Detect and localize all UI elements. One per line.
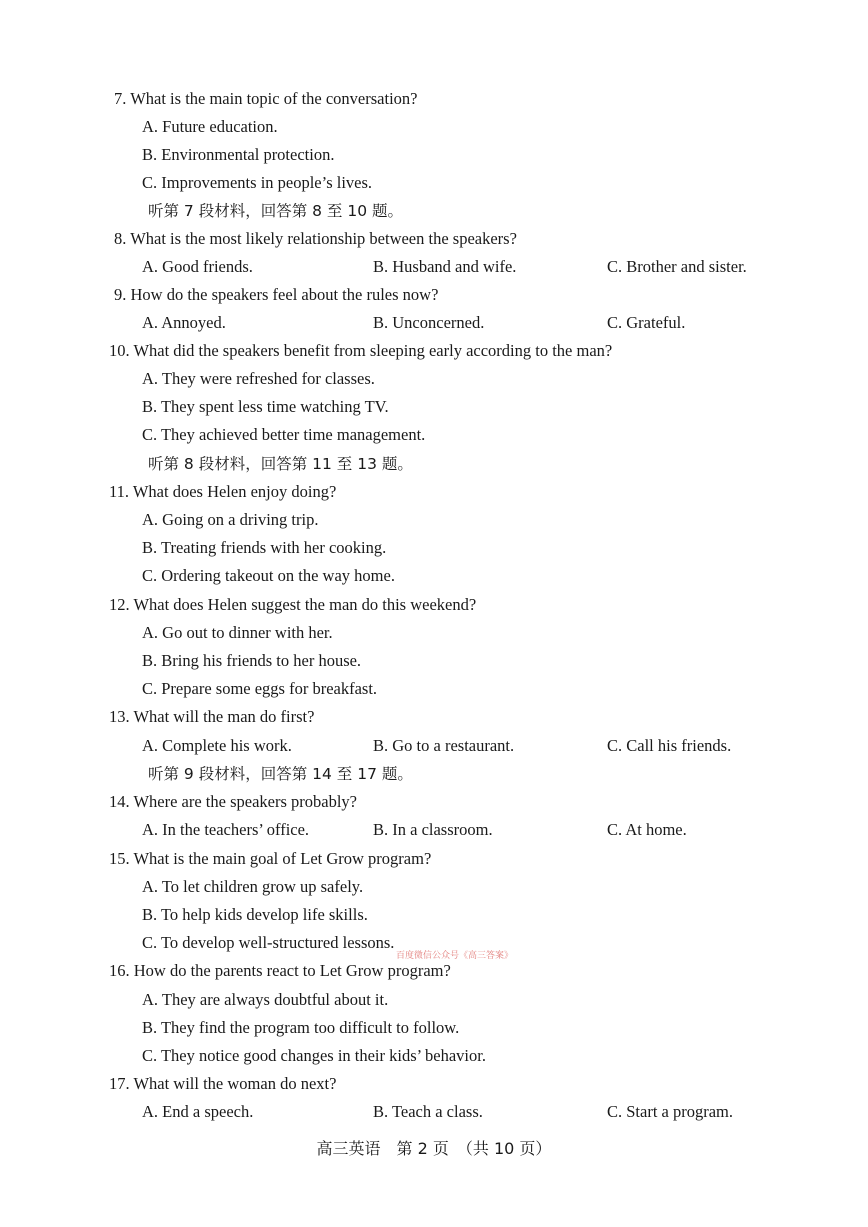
question-15-option-b: B. To help kids develop life skills. — [142, 905, 368, 924]
question-14-stem: 14. Where are the speakers probably? — [109, 792, 357, 811]
section-8-instruction: 听第 8 段材料，回答第 11 至 13 题。 — [148, 455, 413, 473]
question-9-option-c: C. Grateful. — [607, 313, 686, 332]
question-9-stem: 9. How do the speakers feel about the rules now? — [114, 285, 439, 304]
section-9-instruction: 听第 9 段材料，回答第 14 至 17 题。 — [148, 765, 413, 783]
question-8-option-b: B. Husband and wife. — [373, 257, 517, 276]
question-14-option-c: C. At home. — [607, 820, 687, 839]
question-17-option-c: C. Start a program. — [607, 1102, 734, 1121]
question-9-option-a: A. Annoyed. — [142, 313, 226, 332]
question-14-option-b: B. In a classroom. — [373, 820, 493, 839]
question-14-option-a: A. In the teachers’ office. — [142, 820, 310, 839]
question-17-option-a: A. End a speech. — [142, 1102, 254, 1121]
watermark-text: 百度微信公众号《高三答案》 — [396, 951, 514, 961]
question-8-option-c: C. Brother and sister. — [607, 257, 747, 276]
question-11-option-a: A. Going on a driving trip. — [142, 510, 319, 529]
question-16-option-b: B. They find the program too difficult to follow. — [142, 1018, 460, 1037]
question-7-option-c: C. Improvements in people’s lives. — [142, 173, 373, 192]
section-7-instruction: 听第 7 段材料，回答第 8 至 10 题。 — [148, 202, 404, 220]
question-10-option-c: C. They achieved better time management. — [142, 425, 426, 444]
question-10-option-b: B. They spent less time watching TV. — [142, 397, 389, 416]
question-13-option-a: A. Complete his work. — [142, 736, 292, 755]
question-11-option-c: C. Ordering takeout on the way home. — [142, 566, 395, 585]
question-12-option-a: A. Go out to dinner with her. — [142, 623, 333, 642]
question-7-option-a: A. Future education. — [142, 117, 278, 136]
question-12-stem: 12. What does Helen suggest the man do this weekend? — [109, 595, 477, 614]
question-10-option-a: A. They were refreshed for classes. — [142, 369, 375, 388]
question-16-stem: 16. How do the parents react to Let Grow program? — [109, 961, 451, 980]
question-9-option-b: B. Unconcerned. — [373, 313, 485, 332]
question-12-option-b: B. Bring his friends to her house. — [142, 651, 362, 670]
page-footer: 高三英语 第 2 页 （共 10 页） — [316, 1139, 552, 1158]
question-16-option-a: A. They are always doubtful about it. — [142, 990, 389, 1009]
question-8-stem: 8. What is the most likely relationship between the speakers? — [114, 229, 517, 248]
question-12-option-c: C. Prepare some eggs for breakfast. — [142, 679, 378, 698]
question-10-stem: 10. What did the speakers benefit from sleeping early according to the man? — [109, 341, 613, 360]
question-7-stem: 7. What is the main topic of the conversation? — [114, 89, 418, 108]
question-15-option-a: A. To let children grow up safely. — [142, 877, 364, 896]
question-13-option-b: B. Go to a restaurant. — [373, 736, 515, 755]
question-15-stem: 15. What is the main goal of Let Grow program? — [109, 849, 432, 868]
question-15-option-c: C. To develop well-structured lessons. — [142, 933, 395, 952]
question-11-stem: 11. What does Helen enjoy doing? — [109, 482, 337, 501]
question-17-option-b: B. Teach a class. — [373, 1102, 483, 1121]
question-7-option-b: B. Environmental protection. — [142, 145, 335, 164]
question-13-option-c: C. Call his friends. — [607, 736, 732, 755]
question-16-option-c: C. They notice good changes in their kids’ behavior. — [142, 1046, 486, 1065]
question-17-stem: 17. What will the woman do next? — [109, 1074, 337, 1093]
question-13-stem: 13. What will the man do first? — [109, 707, 315, 726]
question-8-option-a: A. Good friends. — [142, 257, 253, 276]
question-11-option-b: B. Treating friends with her cooking. — [142, 538, 387, 557]
